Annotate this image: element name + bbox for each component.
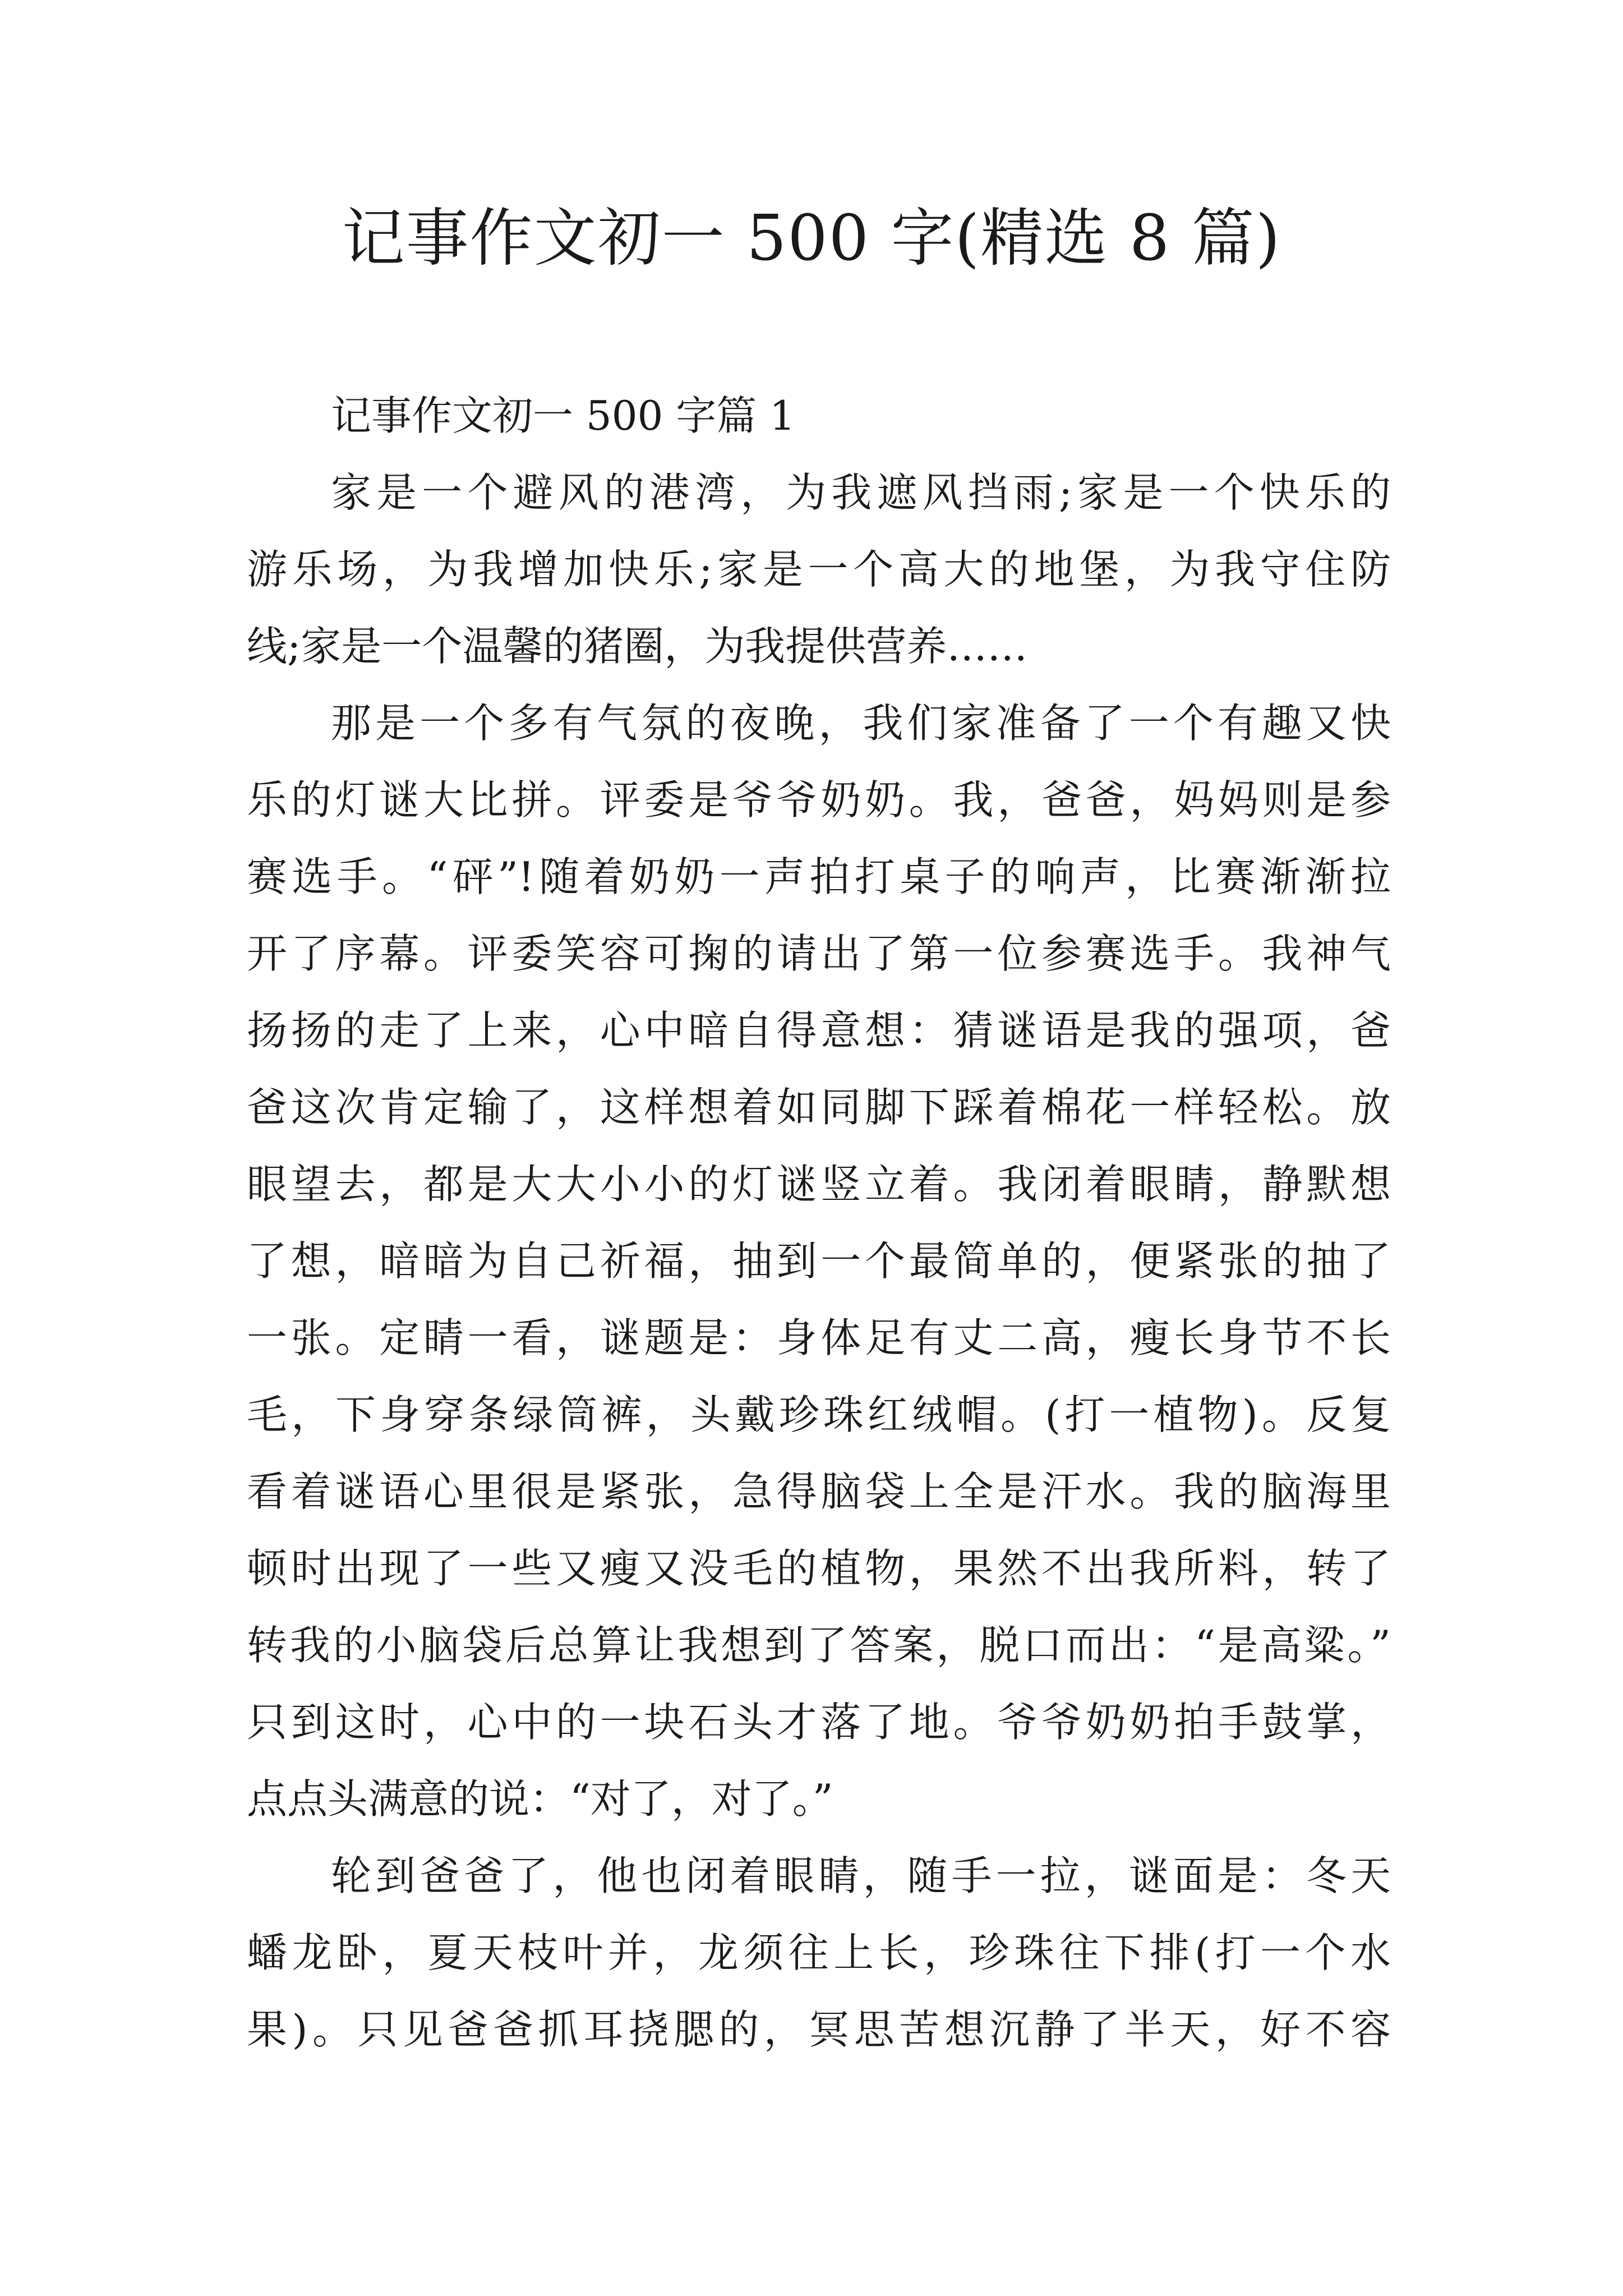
paragraph-line: 线;家是一个温馨的猪圈，为我提供营养…… (247, 623, 1028, 670)
paragraph-line: 游乐场，为我增加快乐;家是一个高大的地堡，为我守住防 (247, 546, 1391, 593)
paragraph-line: 顿时出现了一些又瘦又没毛的植物，果然不出我所料，转了 (247, 1545, 1391, 1592)
document-body (247, 378, 1391, 2068)
document-title: 记事作文初一 500 字(精选 8 篇) (342, 202, 1281, 275)
paragraph-line: 了想，暗暗为自己祈福，抽到一个最简单的，便紧张的抽了 (247, 1237, 1391, 1285)
paragraph-line: 轮到爸爸了，他也闭着眼睛，随手一拉，谜面是：冬天 (331, 1852, 1391, 1899)
paragraph-line: 家是一个避风的港湾，为我遮风挡雨;家是一个快乐的 (331, 469, 1391, 516)
paragraph-line: 赛选手。“砰”!随着奶奶一声拍打桌子的响声，比赛渐渐拉 (247, 853, 1391, 900)
section-heading: 记事作文初一 500 字篇 1 (331, 392, 795, 439)
paragraph-line: 只到这时，心中的一块石头才落了地。爷爷奶奶拍手鼓掌， (247, 1699, 1391, 1746)
paragraph-line: 毛，下身穿条绿筒裤，头戴珍珠红绒帽。(打一植物)。反复 (247, 1391, 1391, 1438)
paragraph-line: 蟠龙卧，夏天枝叶并，龙须往上长，珍珠往下排(打一个水 (247, 1929, 1391, 1976)
paragraph-line: 点点头满意的说：“对了，对了。” (247, 1775, 833, 1823)
paragraph-line: 转我的小脑袋后总算让我想到了答案，脱口而出：“是高粱。” (247, 1622, 1391, 1669)
paragraph-line: 眼望去，都是大大小小的灯谜竖立着。我闭着眼睛，静默想 (247, 1161, 1391, 1208)
paragraph-line: 果)。只见爸爸抓耳挠腮的，冥思苦想沉静了半天，好不容 (247, 2006, 1391, 2053)
paragraph-line: 那是一个多有气氛的夜晚，我们家准备了一个有趣又快 (331, 700, 1391, 747)
paragraph-line: 扬扬的走了上来，心中暗自得意想：猜谜语是我的强项，爸 (247, 1007, 1391, 1054)
paragraph-line: 看着谜语心里很是紧张，急得脑袋上全是汗水。我的脑海里 (247, 1468, 1391, 1515)
paragraph-line: 一张。定睛一看，谜题是：身体足有丈二高，瘦长身节不长 (247, 1314, 1391, 1361)
paragraph-line: 爸这次肯定输了，这样想着如同脚下踩着棉花一样轻松。放 (247, 1084, 1391, 1131)
paragraph-line: 开了序幕。评委笑容可掬的请出了第一位参赛选手。我神气 (247, 930, 1391, 977)
paragraph-line: 乐的灯谜大比拼。评委是爷爷奶奶。我，爸爸，妈妈则是参 (247, 776, 1391, 823)
